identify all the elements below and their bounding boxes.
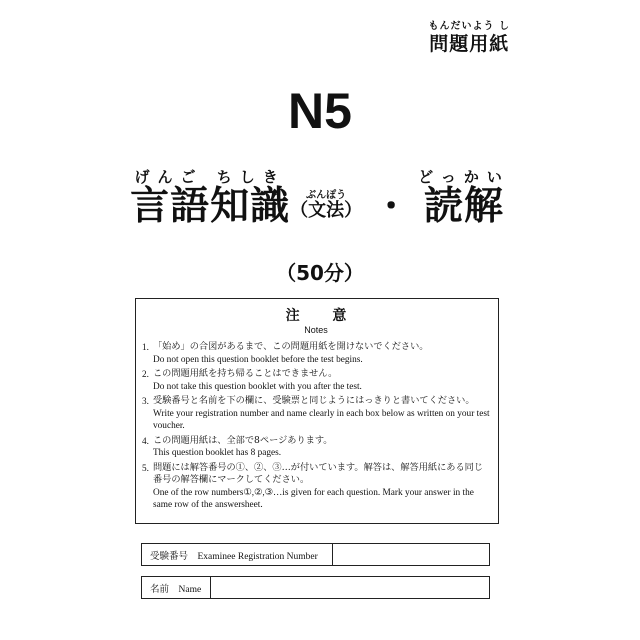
name-field[interactable]	[211, 577, 489, 598]
subject-part-1	[130, 168, 291, 229]
notes-title: 注 意	[285, 308, 361, 324]
subject-part-3-text: 読解	[424, 184, 505, 229]
note-japanese: 受験番号と名前を下の欄に、受験票と同じようにはっきりと書いてください。	[153, 395, 475, 406]
subject-part-2-text: （文法）	[290, 200, 363, 221]
exam-level: N5	[288, 83, 352, 139]
subject-part-1-text: 言語知識	[130, 184, 291, 229]
note-item	[142, 435, 490, 460]
test-duration: （50分）	[276, 261, 364, 285]
note-number: 3.	[142, 396, 149, 406]
name-label: 名前 Name	[142, 577, 211, 598]
note-english: Write your registration number and name clearly in each box below as written on your test voucher.	[153, 408, 490, 431]
name-row	[141, 576, 490, 599]
note-japanese: 「始め」の合図があるまで、この問題用紙を開けないでください。	[153, 341, 429, 352]
note-item	[142, 341, 490, 366]
booklet-label	[429, 22, 510, 54]
subject-part-2-ruby: ぶんぽう	[306, 190, 347, 201]
note-item	[142, 395, 490, 433]
note-english: Do not open this question booklet before the test begins.	[153, 354, 363, 365]
registration-number-label: 受験番号 Examinee Registration Number	[142, 544, 333, 565]
subject-part-2	[290, 191, 362, 226]
notes-subtitle: Notes	[304, 325, 328, 335]
note-item	[142, 368, 490, 393]
booklet-label-text: 問題用紙	[429, 33, 510, 55]
note-number: 1.	[142, 342, 149, 352]
note-english: One of the row numbers①,②,③…is given for each question. Mark your answer in the same row of the answersheet.	[153, 487, 474, 510]
note-item	[142, 462, 490, 512]
subject-part-1-ruby: げんご ちしき	[134, 168, 286, 186]
note-number: 2.	[142, 369, 149, 379]
note-number: 4.	[142, 435, 149, 446]
subject-separator: ・	[374, 187, 409, 227]
note-english: Do not take this question booklet with you after the test.	[153, 381, 362, 392]
booklet-label-ruby: もんだいよう し	[428, 21, 510, 32]
subject-part-3	[418, 168, 510, 229]
notes-box	[135, 298, 499, 524]
note-japanese: 問題には解答番号の①、②、③…が付いています。解答は、解答用紙にある同じ番号の解答欄にマークしてください。	[153, 461, 484, 485]
note-japanese: この問題用紙は、全部で8ページあります。	[153, 434, 333, 446]
note-number: 5.	[142, 462, 149, 473]
note-english: This question booklet has 8 pages.	[153, 448, 282, 458]
registration-number-row	[141, 543, 490, 566]
notes-list	[142, 341, 490, 512]
note-japanese: この問題用紙を持ち帰ることはできません。	[153, 368, 338, 379]
subject-part-3-ruby: どっかい	[418, 168, 510, 186]
registration-number-field[interactable]	[333, 544, 489, 565]
subject-title	[0, 168, 640, 229]
